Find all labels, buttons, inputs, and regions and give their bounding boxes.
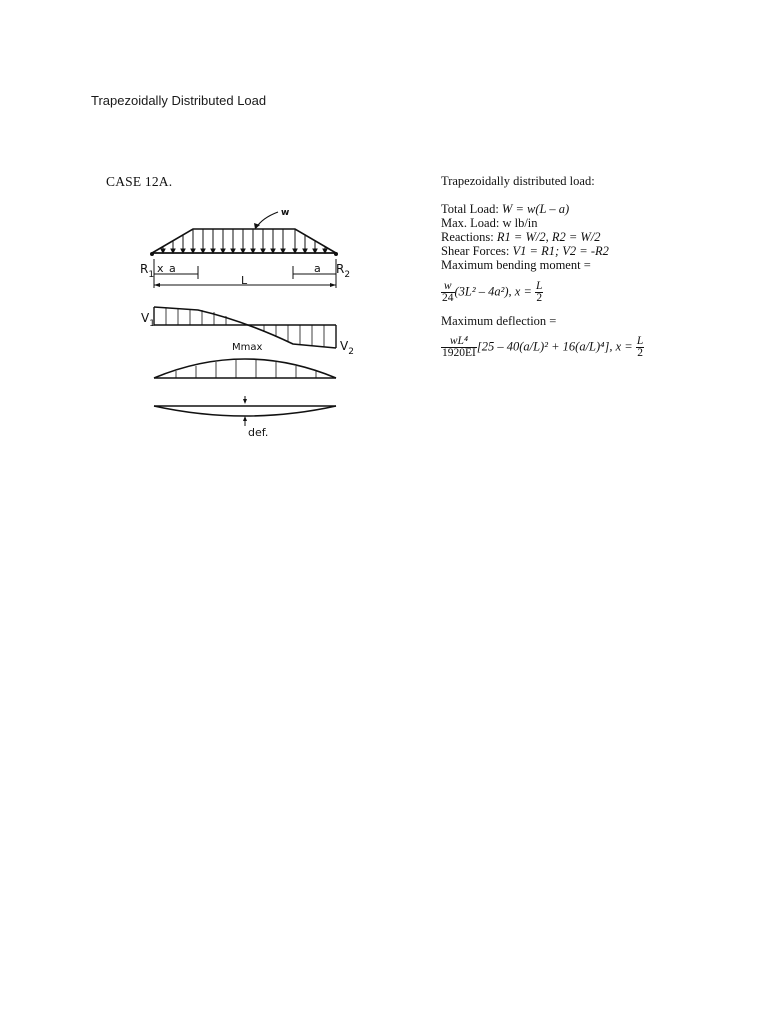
- beam-diagram: [136, 198, 356, 446]
- load-diagram: [140, 208, 350, 288]
- deflection-diagram: [154, 396, 336, 439]
- shear-v1-label: $V_1$: [141, 311, 155, 329]
- moment-x-fraction: $\frac{L}{2}$: [536, 280, 543, 304]
- shear-label: Shear Forces:: [441, 244, 510, 258]
- moment-diagram: [154, 342, 336, 378]
- dimension-l-label: L: [241, 274, 248, 287]
- moment-formula: [441, 281, 741, 304]
- deflection-label: def.: [248, 426, 269, 439]
- moment-fraction: $\frac{w}{24}$: [442, 280, 454, 304]
- deflection-fraction: $\frac{\text{wL⁴}}{1920EI}$: [442, 335, 476, 359]
- deflection-formula: [441, 336, 741, 359]
- reactions-expression: R1 = W/2, R2 = W/2: [496, 230, 601, 244]
- max-load-expression: w lb/in: [502, 216, 538, 230]
- page-title: Trapezoidally Distributed Load: [91, 93, 267, 108]
- deflection-heading: Maximum deflection =: [441, 314, 557, 328]
- moment-heading: Maximum bending moment =: [441, 258, 591, 272]
- support-r1-label: $R_1$: [140, 262, 155, 280]
- reactions-label: Reactions:: [441, 230, 494, 244]
- max-load-line: [441, 216, 741, 230]
- reactions-line: [441, 230, 741, 244]
- formula-heading: Trapezoidally distributed load:: [441, 174, 595, 188]
- dimension-a-right-label: a: [314, 262, 321, 275]
- moment-expression: (3L² – 4a²), x =: [454, 284, 536, 299]
- support-r2-label: $R_2$: [336, 262, 351, 280]
- formula-panel: [441, 174, 741, 359]
- moment-label: Mmax: [232, 342, 263, 353]
- deflection-expression: [25 – 40(a/L)² + 16(a/L)⁴], x =: [476, 339, 636, 354]
- total-load-expression: W = w(L – a): [501, 202, 570, 216]
- load-label-w: w: [281, 208, 290, 218]
- total-load-label: Total Load:: [441, 202, 499, 216]
- shear-expression: V1 = R1; V2 = -R2: [512, 244, 609, 258]
- shear-v2-label: $V_2$: [340, 339, 354, 357]
- deflection-x-fraction: $\frac{L}{2}$: [636, 335, 644, 359]
- shear-line: [441, 244, 741, 258]
- case-label: CASE 12A.: [106, 174, 173, 189]
- dimension-a-left-label: a: [169, 262, 176, 275]
- max-load-label: Max. Load:: [441, 216, 500, 230]
- total-load-line: [441, 202, 741, 216]
- dimension-x-label: x: [157, 262, 164, 275]
